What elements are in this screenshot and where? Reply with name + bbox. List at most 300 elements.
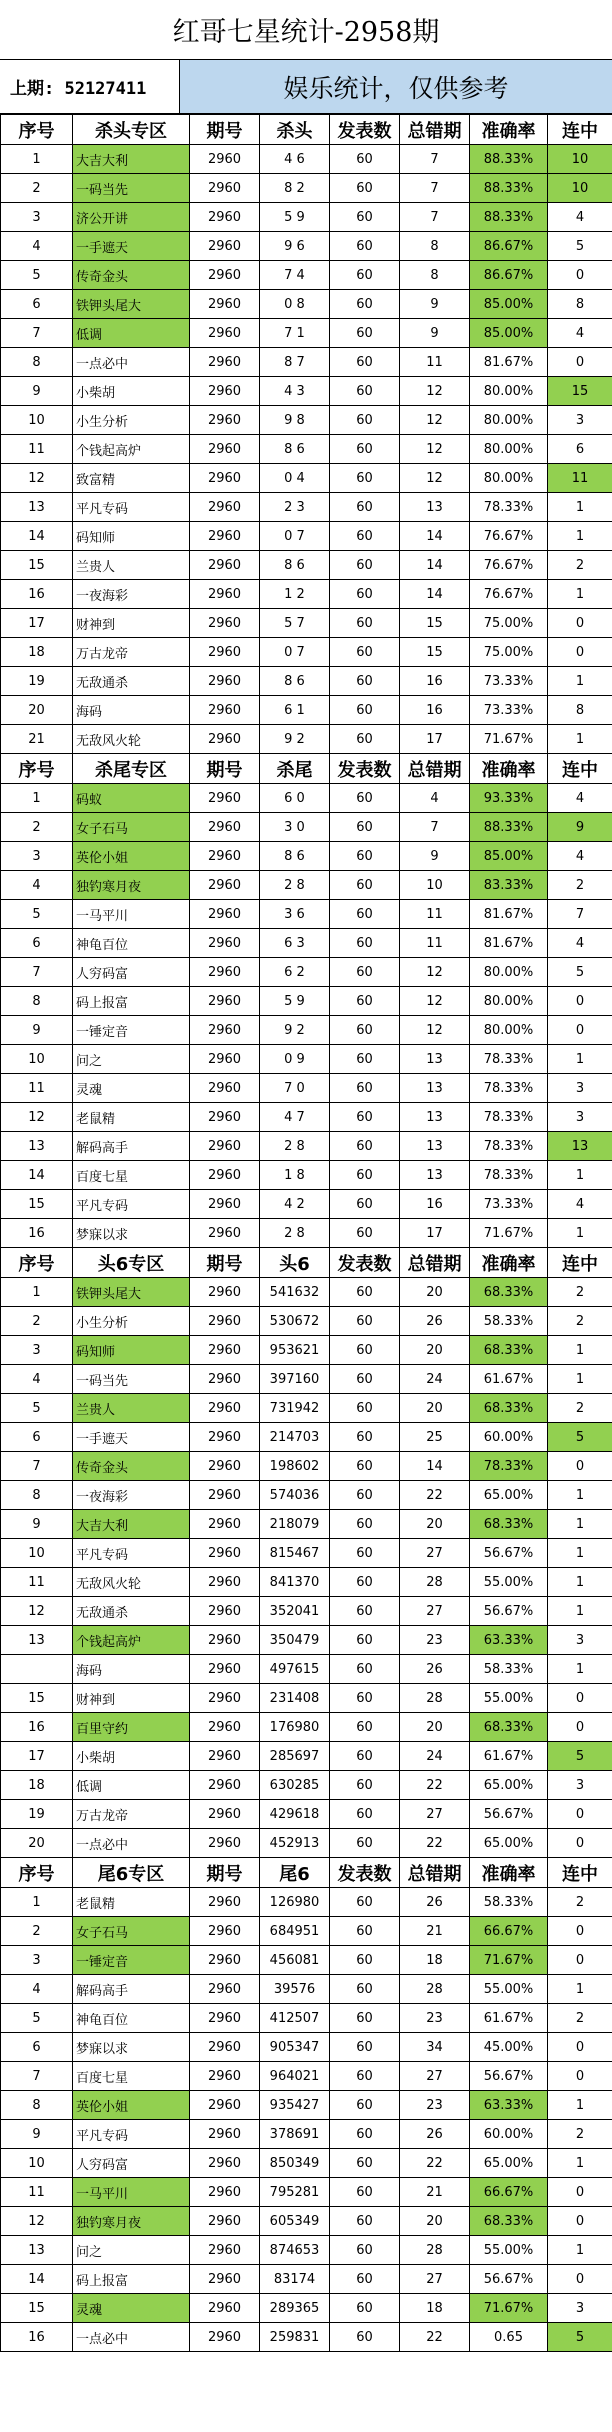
table-row [1,1452,612,1481]
table-row [1,609,612,638]
cell-published-count: 60 [330,1219,400,1248]
table-row [1,261,612,290]
table-row [1,900,612,929]
cell-forecaster-name: 码上报富 [73,2265,190,2294]
cell-issue-number: 2960 [190,2294,260,2323]
cell-forecaster-name: 一点必中 [73,1829,190,1858]
cell-row-index: 16 [1,1219,73,1248]
cell-prediction: 214703 [260,1423,330,1452]
cell-forecaster-name: 平凡专码 [73,493,190,522]
cell-win-streak: 5 [548,2323,612,2352]
cell-total-misses: 8 [400,232,470,261]
cell-published-count: 60 [330,871,400,900]
table-row [1,784,612,813]
info-bar [0,60,612,114]
table-row [1,377,612,406]
table-row [1,2149,612,2178]
cell-win-streak: 5 [548,232,612,261]
cell-row-index: 12 [1,1103,73,1132]
cell-accuracy: 56.67% [470,2062,548,2091]
table-row [1,435,612,464]
table-row [1,1742,612,1771]
cell-issue-number: 2960 [190,522,260,551]
cell-accuracy: 76.67% [470,551,548,580]
cell-total-misses: 18 [400,1946,470,1975]
cell-row-index: 4 [1,1975,73,2004]
cell-forecaster-name: 个钱起高炉 [73,1626,190,1655]
cell-win-streak: 1 [548,580,612,609]
table-row [1,1684,612,1713]
cell-total-misses: 27 [400,2062,470,2091]
cell-total-misses: 28 [400,1684,470,1713]
cell-win-streak: 1 [548,1655,612,1684]
cell-accuracy: 68.33% [470,1713,548,1742]
column-header-row-index: 序号 [1,754,73,784]
cell-issue-number: 2960 [190,1481,260,1510]
table-row [1,174,612,203]
cell-win-streak: 1 [548,1510,612,1539]
cell-forecaster-name: 英伦小姐 [73,2091,190,2120]
table-row [1,551,612,580]
cell-issue-number: 2960 [190,261,260,290]
cell-published-count: 60 [330,1917,400,1946]
cell-row-index: 5 [1,261,73,290]
cell-row-index: 14 [1,1161,73,1190]
cell-prediction: 4 2 [260,1190,330,1219]
cell-published-count: 60 [330,1365,400,1394]
cell-row-index: 17 [1,1742,73,1771]
cell-prediction: 5 9 [260,987,330,1016]
cell-row-index: 18 [1,638,73,667]
cell-total-misses: 28 [400,1975,470,2004]
cell-issue-number: 2960 [190,1365,260,1394]
cell-issue-number: 2960 [190,348,260,377]
column-header-prediction: 尾6 [260,1858,330,1888]
cell-total-misses: 7 [400,174,470,203]
cell-issue-number: 2960 [190,174,260,203]
cell-win-streak: 4 [548,203,612,232]
column-header-total-misses: 总错期 [400,754,470,784]
cell-accuracy: 61.67% [470,2004,548,2033]
cell-row-index: 13 [1,2236,73,2265]
table-row [1,1045,612,1074]
cell-total-misses: 22 [400,1771,470,1800]
cell-prediction: 5 9 [260,203,330,232]
cell-total-misses: 18 [400,2294,470,2323]
table-row [1,232,612,261]
cell-published-count: 60 [330,842,400,871]
cell-published-count: 60 [330,1539,400,1568]
cell-row-index: 12 [1,464,73,493]
table-row [1,813,612,842]
cell-published-count: 60 [330,2265,400,2294]
cell-issue-number: 2960 [190,1016,260,1045]
cell-prediction: 7 1 [260,319,330,348]
table-row [1,1278,612,1307]
table-row [1,1481,612,1510]
cell-published-count: 60 [330,784,400,813]
cell-accuracy: 80.00% [470,406,548,435]
cell-total-misses: 13 [400,1103,470,1132]
cell-total-misses: 9 [400,842,470,871]
cell-total-misses: 20 [400,2207,470,2236]
table-row [1,1829,612,1858]
cell-forecaster-name: 解码高手 [73,1132,190,1161]
cell-accuracy: 65.00% [470,2149,548,2178]
cell-row-index: 10 [1,1539,73,1568]
cell-published-count: 60 [330,1045,400,1074]
cell-total-misses: 13 [400,1132,470,1161]
cell-accuracy: 75.00% [470,638,548,667]
cell-published-count: 60 [330,1829,400,1858]
cell-accuracy: 58.33% [470,1655,548,1684]
cell-total-misses: 17 [400,725,470,754]
cell-total-misses: 26 [400,1307,470,1336]
cell-forecaster-name: 无敌通杀 [73,1597,190,1626]
cell-row-index: 18 [1,1771,73,1800]
cell-row-index: 3 [1,203,73,232]
table-row [1,406,612,435]
cell-forecaster-name: 码蚁 [73,784,190,813]
cell-accuracy: 80.00% [470,958,548,987]
cell-published-count: 60 [330,493,400,522]
cell-row-index: 1 [1,784,73,813]
cell-accuracy: 55.00% [470,2236,548,2265]
cell-win-streak: 1 [548,522,612,551]
table-row [1,1103,612,1132]
cell-forecaster-name: 百度七星 [73,2062,190,2091]
cell-total-misses: 13 [400,493,470,522]
table-row [1,1394,612,1423]
cell-prediction: 6 0 [260,784,330,813]
cell-total-misses: 16 [400,667,470,696]
cell-forecaster-name: 小柴胡 [73,377,190,406]
cell-row-index: 7 [1,319,73,348]
cell-win-streak: 1 [548,493,612,522]
cell-total-misses: 10 [400,871,470,900]
cell-published-count: 60 [330,522,400,551]
cell-row-index: 10 [1,2149,73,2178]
cell-issue-number: 2960 [190,1829,260,1858]
cell-accuracy: 0.65 [470,2323,548,2352]
cell-total-misses: 11 [400,900,470,929]
cell-prediction: 841370 [260,1568,330,1597]
cell-win-streak: 10 [548,174,612,203]
cell-forecaster-name: 一点必中 [73,348,190,377]
cell-row-index: 4 [1,1365,73,1394]
cell-forecaster-name: 独钓寒月夜 [73,2207,190,2236]
cell-win-streak: 3 [548,1626,612,1655]
cell-win-streak: 1 [548,725,612,754]
cell-total-misses: 20 [400,1278,470,1307]
cell-forecaster-name: 低调 [73,319,190,348]
table-row [1,638,612,667]
cell-row-index: 14 [1,2265,73,2294]
cell-forecaster-name: 一点必中 [73,2323,190,2352]
cell-published-count: 60 [330,2294,400,2323]
cell-published-count: 60 [330,1394,400,1423]
cell-prediction: 2 8 [260,871,330,900]
cell-published-count: 60 [330,609,400,638]
cell-forecaster-name: 梦寐以求 [73,1219,190,1248]
cell-win-streak: 1 [548,2149,612,2178]
cell-row-index: 16 [1,580,73,609]
cell-win-streak: 4 [548,842,612,871]
cell-forecaster-name: 老鼠精 [73,1103,190,1132]
column-header-published-count: 发表数 [330,115,400,145]
cell-row-index: 9 [1,1016,73,1045]
cell-accuracy: 78.33% [470,1103,548,1132]
cell-published-count: 60 [330,2120,400,2149]
cell-published-count: 60 [330,1481,400,1510]
cell-issue-number: 2960 [190,1190,260,1219]
column-header-accuracy: 准确率 [470,1858,548,1888]
cell-forecaster-name: 码知师 [73,1336,190,1365]
cell-total-misses: 25 [400,1423,470,1452]
column-header-accuracy: 准确率 [470,754,548,784]
cell-win-streak: 7 [548,900,612,929]
cell-prediction: 126980 [260,1888,330,1917]
cell-total-misses: 26 [400,1888,470,1917]
cell-row-index: 5 [1,2004,73,2033]
column-header-issue-number: 期号 [190,754,260,784]
cell-published-count: 60 [330,987,400,1016]
cell-total-misses: 9 [400,290,470,319]
cell-total-misses: 12 [400,987,470,1016]
cell-row-index: 8 [1,2091,73,2120]
cell-total-misses: 12 [400,435,470,464]
column-header-row-index: 序号 [1,115,73,145]
cell-accuracy: 55.00% [470,1975,548,2004]
cell-prediction: 935427 [260,2091,330,2120]
cell-accuracy: 63.33% [470,1626,548,1655]
cell-row-index: 2 [1,174,73,203]
cell-forecaster-name: 大吉大利 [73,145,190,174]
cell-forecaster-name: 兰贵人 [73,1394,190,1423]
table-row [1,842,612,871]
cell-row-index: 6 [1,1423,73,1452]
cell-issue-number: 2960 [190,1946,260,1975]
cell-accuracy: 66.67% [470,2178,548,2207]
cell-accuracy: 65.00% [470,1829,548,1858]
cell-forecaster-name: 人穷码富 [73,958,190,987]
cell-prediction: 198602 [260,1452,330,1481]
cell-prediction: 9 2 [260,1016,330,1045]
column-header-win-streak: 连中 [548,115,612,145]
cell-accuracy: 73.33% [470,696,548,725]
cell-accuracy: 71.67% [470,1946,548,1975]
cell-win-streak: 3 [548,1771,612,1800]
cell-win-streak: 2 [548,1888,612,1917]
cell-forecaster-name: 无敌通杀 [73,667,190,696]
cell-win-streak: 1 [548,1219,612,1248]
cell-total-misses: 12 [400,464,470,493]
cell-issue-number: 2960 [190,2120,260,2149]
cell-row-index: 20 [1,696,73,725]
cell-forecaster-name: 老鼠精 [73,1888,190,1917]
cell-prediction: 3 0 [260,813,330,842]
disclaimer-banner: 娱乐统计，仅供参考 [180,60,612,113]
cell-row-index: 3 [1,1336,73,1365]
table-row [1,2323,612,2352]
cell-prediction: 795281 [260,2178,330,2207]
cell-issue-number: 2960 [190,377,260,406]
cell-win-streak: 0 [548,609,612,638]
cell-prediction: 4 7 [260,1103,330,1132]
cell-accuracy: 56.67% [470,1800,548,1829]
cell-prediction: 218079 [260,1510,330,1539]
cell-accuracy: 56.67% [470,1597,548,1626]
cell-published-count: 60 [330,1103,400,1132]
cell-forecaster-name: 灵魂 [73,2294,190,2323]
cell-issue-number: 2960 [190,2323,260,2352]
cell-published-count: 60 [330,435,400,464]
cell-forecaster-name: 一手遮天 [73,232,190,261]
cell-row-index: 9 [1,2120,73,2149]
cell-published-count: 60 [330,2062,400,2091]
cell-forecaster-name: 灵魂 [73,1074,190,1103]
cell-row-index: 6 [1,290,73,319]
column-header-issue-number: 期号 [190,1248,260,1278]
cell-forecaster-name: 小生分析 [73,1307,190,1336]
cell-forecaster-name: 财神到 [73,1684,190,1713]
cell-published-count: 60 [330,1190,400,1219]
cell-win-streak: 0 [548,2033,612,2062]
cell-win-streak: 1 [548,1161,612,1190]
table-row [1,2294,612,2323]
cell-total-misses: 26 [400,1655,470,1684]
cell-prediction: 8 2 [260,174,330,203]
cell-issue-number: 2960 [190,2236,260,2265]
cell-accuracy: 86.67% [470,232,548,261]
column-header-row-index: 序号 [1,1248,73,1278]
cell-total-misses: 28 [400,2236,470,2265]
cell-published-count: 60 [330,2004,400,2033]
cell-accuracy: 76.67% [470,580,548,609]
cell-win-streak: 1 [548,2236,612,2265]
cell-win-streak: 3 [548,406,612,435]
cell-row-index: 16 [1,1713,73,1742]
cell-win-streak: 0 [548,348,612,377]
cell-published-count: 60 [330,1713,400,1742]
cell-prediction: 1 8 [260,1161,330,1190]
column-header-forecaster-name: 尾6专区 [73,1858,190,1888]
cell-accuracy: 78.33% [470,1074,548,1103]
cell-accuracy: 78.33% [470,1161,548,1190]
cell-accuracy: 68.33% [470,1394,548,1423]
cell-prediction: 456081 [260,1946,330,1975]
cell-prediction: 0 8 [260,290,330,319]
cell-published-count: 60 [330,696,400,725]
cell-issue-number: 2960 [190,551,260,580]
column-header-row-index: 序号 [1,1858,73,1888]
cell-published-count: 60 [330,203,400,232]
cell-win-streak: 2 [548,1307,612,1336]
cell-prediction: 8 7 [260,348,330,377]
cell-issue-number: 2960 [190,609,260,638]
cell-published-count: 60 [330,174,400,203]
cell-accuracy: 88.33% [470,813,548,842]
table-row [1,1161,612,1190]
cell-issue-number: 2960 [190,1336,260,1365]
table-row [1,1917,612,1946]
cell-prediction: 176980 [260,1713,330,1742]
cell-prediction: 259831 [260,2323,330,2352]
cell-row-index: 1 [1,1278,73,1307]
cell-win-streak: 0 [548,987,612,1016]
cell-accuracy: 78.33% [470,1132,548,1161]
cell-accuracy: 86.67% [470,261,548,290]
cell-issue-number: 2960 [190,1568,260,1597]
cell-published-count: 60 [330,667,400,696]
cell-accuracy: 55.00% [470,1684,548,1713]
cell-issue-number: 2960 [190,464,260,493]
table-row [1,522,612,551]
table-row [1,1510,612,1539]
cell-published-count: 60 [330,1975,400,2004]
cell-forecaster-name: 无敌风火轮 [73,1568,190,1597]
cell-published-count: 60 [330,725,400,754]
cell-forecaster-name: 解码高手 [73,1975,190,2004]
cell-win-streak: 0 [548,638,612,667]
cell-published-count: 60 [330,1307,400,1336]
cell-forecaster-name: 问之 [73,1045,190,1074]
cell-published-count: 60 [330,638,400,667]
cell-total-misses: 8 [400,261,470,290]
cell-issue-number: 2960 [190,1917,260,1946]
cell-accuracy: 60.00% [470,2120,548,2149]
cell-issue-number: 2960 [190,1655,260,1684]
cell-row-index: 15 [1,2294,73,2323]
cell-prediction: 9 6 [260,232,330,261]
cell-published-count: 60 [330,1161,400,1190]
section-header-row [1,754,612,784]
cell-published-count: 60 [330,2033,400,2062]
cell-total-misses: 7 [400,203,470,232]
cell-forecaster-name: 致富精 [73,464,190,493]
cell-total-misses: 24 [400,1365,470,1394]
cell-row-index: 2 [1,1917,73,1946]
cell-issue-number: 2960 [190,2149,260,2178]
cell-published-count: 60 [330,2178,400,2207]
cell-published-count: 60 [330,2236,400,2265]
cell-win-streak: 5 [548,1742,612,1771]
table-row [1,290,612,319]
cell-row-index: 8 [1,987,73,1016]
cell-row-index: 1 [1,145,73,174]
cell-published-count: 60 [330,1568,400,1597]
cell-issue-number: 2960 [190,1161,260,1190]
cell-win-streak: 1 [548,1975,612,2004]
cell-total-misses: 11 [400,929,470,958]
table-row [1,1132,612,1161]
cell-published-count: 60 [330,1510,400,1539]
cell-total-misses: 9 [400,319,470,348]
cell-total-misses: 11 [400,348,470,377]
cell-forecaster-name: 百里守约 [73,1713,190,1742]
cell-row-index: 13 [1,1626,73,1655]
cell-row-index: 11 [1,1074,73,1103]
cell-total-misses: 14 [400,580,470,609]
cell-total-misses: 27 [400,1800,470,1829]
cell-forecaster-name: 百度七星 [73,1161,190,1190]
cell-prediction: 850349 [260,2149,330,2178]
cell-forecaster-name: 英伦小姐 [73,842,190,871]
cell-win-streak: 0 [548,261,612,290]
table-row [1,1219,612,1248]
cell-row-index: 15 [1,1190,73,1219]
cell-prediction: 574036 [260,1481,330,1510]
